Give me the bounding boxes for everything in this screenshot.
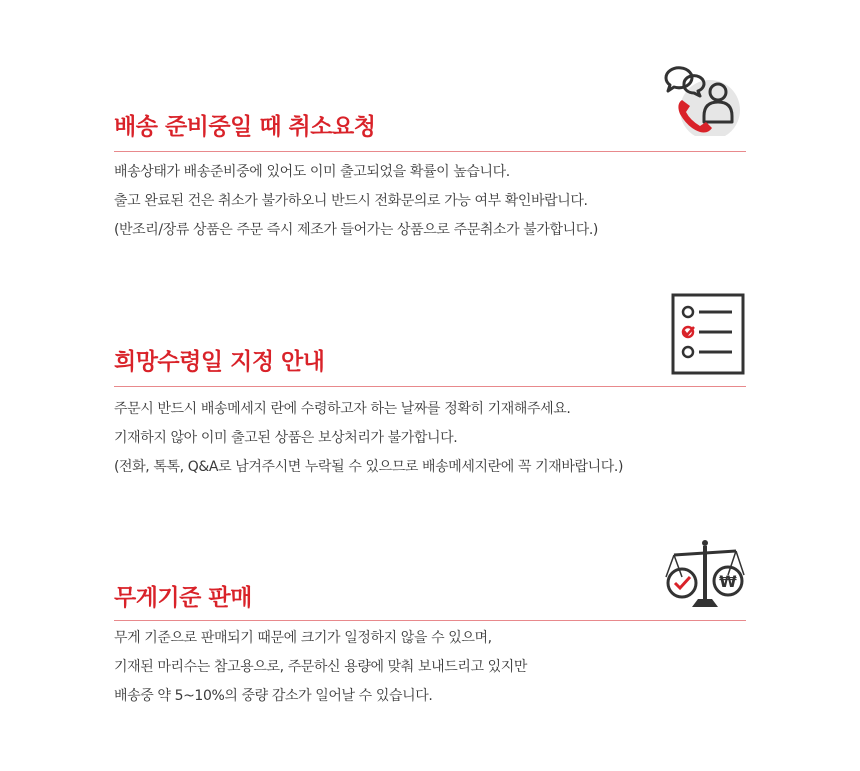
body-line: 기재된 마리수는 참고용으로, 주문하신 용량에 맞춰 보내드리고 있지만 [114, 659, 527, 675]
divider [114, 620, 746, 621]
section-body [114, 624, 527, 711]
body-line: 배송중 약 5~10%의 중량 감소가 일어날 수 있습니다. [114, 688, 433, 704]
divider [114, 151, 746, 152]
body-line: 무게 기준으로 판매되기 때문에 크기가 일정하지 않을 수 있으며, [114, 630, 492, 646]
body-line: 출고 완료된 건은 취소가 불가하오니 반드시 전화문의로 가능 여부 확인바랍니다. [114, 193, 588, 209]
checklist-icon [670, 292, 746, 376]
body-line: (반조리/장류 상품은 주문 즉시 제조가 들어가는 상품으로 주문취소가 불가합니다.) [114, 222, 598, 238]
scale-icon [662, 537, 748, 613]
body-line: 주문시 반드시 배송메세지 란에 수령하고자 하는 날짜를 정확히 기재해주세요. [114, 401, 571, 417]
section-body [114, 395, 623, 482]
section-title: 배송 준비중일 때 취소요청 [114, 114, 376, 140]
won-symbol: ₩ [719, 572, 737, 591]
section-title: 희망수령일 지정 안내 [114, 349, 325, 375]
section-title: 무게기준 판매 [114, 585, 252, 611]
divider [114, 386, 746, 387]
body-line: 배송상태가 배송준비중에 있어도 이미 출고되었을 확률이 높습니다. [114, 164, 510, 180]
body-line: 기재하지 않아 이미 출고된 상품은 보상처리가 불가합니다. [114, 430, 458, 446]
phone-support-icon [660, 60, 746, 136]
section-body [114, 158, 598, 245]
body-line: (전화, 톡톡, Q&A로 남겨주시면 누락될 수 있으므로 배송메세지란에 꼭 기재바랍니다.) [114, 459, 624, 475]
